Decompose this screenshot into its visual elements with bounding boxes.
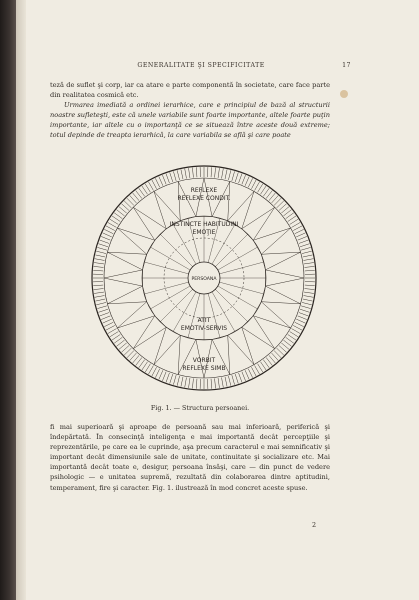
hatch-tick [104, 322, 113, 326]
diagram-label: REFLEXE [190, 187, 218, 194]
hatch-tick [299, 240, 308, 243]
hatch-tick [166, 373, 169, 382]
hatch-tick [95, 296, 105, 298]
hatch-tick [152, 367, 157, 376]
hatch-tick [251, 367, 256, 376]
inner-ray [160, 234, 193, 267]
hatch-tick [304, 289, 314, 290]
hatch-tick [303, 299, 313, 301]
star-ray [107, 286, 146, 304]
hatch-tick [98, 309, 108, 312]
hatch-tick [228, 170, 230, 180]
diagram-label: REFLEXE SIMB [182, 365, 226, 372]
hatch-tick [100, 240, 109, 243]
inner-ray [219, 262, 263, 274]
hatch-tick [290, 219, 298, 224]
hatch-tick [242, 175, 246, 184]
diagram-center-label: PERSOANA [191, 277, 217, 282]
hatch-tick [192, 378, 193, 388]
hatch-tick [181, 377, 183, 387]
hatch-tick [96, 251, 106, 253]
diagram-label: EMOŢIE [192, 229, 216, 236]
diagram-label: REFLEXE CONDIT. [177, 195, 231, 202]
hatch-tick [235, 172, 238, 182]
hatch-tick [181, 169, 183, 179]
star-ray [261, 286, 300, 304]
hatch-tick [225, 169, 227, 179]
hatch-tick [302, 251, 312, 253]
hatch-tick [304, 263, 314, 264]
hatch-tick [305, 270, 315, 271]
hatch-tick [239, 373, 242, 382]
hatch-tick [142, 362, 148, 370]
hatch-tick [251, 180, 256, 189]
hatch-tick [117, 210, 125, 216]
hatch-tick [235, 374, 238, 384]
signature-mark: 2 [312, 521, 317, 529]
paragraph: Urmarea imediată a ordinei ierarhice, care e principiul de bază al structurii noastre sufleteşti, este că unele variabile sunt foarte importante, altele foarte puţin importante, iar altele cu o importanţă ce se situează între aceste două extreme; totul depinde de treapta ierarhică, la care variabila se află şi care poate [50, 101, 330, 140]
hatch-tick [139, 360, 145, 368]
diagram-label: VORBIT [192, 357, 216, 364]
hatch-tick [177, 170, 179, 180]
hatch-tick [104, 229, 113, 233]
hatch-tick [93, 285, 103, 286]
hatch-tick [94, 266, 104, 267]
inner-ray [218, 247, 258, 270]
hatch-tick [298, 316, 307, 320]
hatch-tick [196, 379, 197, 389]
hatch-tick [211, 167, 212, 177]
hatch-tick [185, 377, 187, 387]
hatch-tick [112, 334, 120, 340]
hatch-tick [260, 362, 266, 370]
hatch-tick [103, 233, 112, 237]
hatch-tick [98, 244, 108, 247]
hatch-tick [96, 302, 106, 304]
hatch-tick [155, 369, 159, 378]
hatch-tick [232, 375, 235, 385]
hatch-tick [166, 174, 169, 183]
hatch-tick [303, 296, 313, 298]
hatch-tick [260, 186, 266, 194]
hatch-tick [117, 340, 125, 346]
hatch-tick [239, 174, 242, 183]
inner-ray [160, 289, 193, 322]
hatch-tick [110, 219, 118, 224]
hatch-tick [288, 334, 296, 340]
hatch-tick [94, 292, 104, 293]
hatch-tick [149, 365, 154, 374]
inner-ray [144, 282, 188, 294]
hatch-tick [139, 188, 145, 196]
hatch-tick [304, 292, 314, 293]
hatch-tick [114, 337, 122, 343]
hatch-tick [302, 302, 312, 304]
figure-caption: Fig. 1. — Structura persoanei. [150, 404, 250, 412]
hatch-tick [97, 247, 107, 250]
hatch-tick [95, 255, 105, 257]
hatch-tick [100, 313, 109, 316]
hatch-tick [245, 177, 249, 186]
inner-ray [215, 234, 248, 267]
hatch-tick [288, 216, 296, 222]
book-spine [0, 0, 16, 600]
hatch-tick [266, 191, 272, 199]
hatch-tick [258, 364, 263, 372]
hatch-tick [145, 364, 150, 372]
paper-stain [340, 90, 348, 98]
inner-ray [215, 289, 248, 322]
personality-structure-diagram [88, 162, 320, 394]
hatch-tick [189, 168, 190, 178]
hatch-tick [159, 177, 163, 186]
hatch-tick [228, 376, 230, 386]
hatch-tick [185, 169, 187, 179]
hatch-tick [296, 233, 305, 237]
text-block-top [50, 80, 330, 141]
hatch-tick [101, 236, 110, 240]
hatch-tick [192, 168, 193, 178]
hatch-tick [225, 377, 227, 387]
hatch-tick [136, 358, 142, 366]
hatch-tick [248, 369, 252, 378]
hatch-tick [291, 223, 300, 228]
hatch-tick [101, 316, 110, 320]
hatch-tick [103, 319, 112, 323]
hatch-tick [173, 171, 176, 181]
inner-ray [144, 262, 188, 274]
running-header [60, 62, 351, 69]
diagram-label: EMOTIV-SERVIS [180, 325, 228, 332]
hatch-tick [136, 191, 142, 199]
hatch-tick [211, 379, 212, 389]
hatch-tick [300, 309, 310, 312]
hatch-tick [95, 299, 105, 301]
hatch-tick [162, 175, 166, 184]
paragraph: teză de suflet şi corp, iar ca atare e parte componentă în societate, care face parte din realitatea cosmică etc. [50, 81, 330, 100]
hatch-tick [304, 266, 314, 267]
hatch-tick [94, 289, 104, 290]
hatch-tick [286, 213, 294, 219]
hatch-tick [215, 378, 216, 388]
hatch-tick [218, 168, 219, 178]
hatch-tick [93, 270, 103, 271]
hatch-tick [170, 172, 173, 182]
star-ray [265, 270, 304, 286]
diagram-label: ATIT [197, 317, 211, 324]
hatch-tick [196, 167, 197, 177]
hatch-tick [159, 370, 163, 379]
paragraph: fi mai superioară şi aproape de persoană sau mai inferioară, periferică şi îndepărtată. În consecinţă inteligenţa e mai importantă decât percepţiile şi reprezentările, pe care ea le cuprinde, aşa precum caracterul e mai semnificativ şi important decât dimensiunile sale de unitate, continuitate şi socializare etc. Mai importantă decât toate e, desigur, persoana însăşi, care — din punct de vedere psihologic — e unitatea supremă, rezultată din colaborarea dintre aptitudini, temperament, fire şi caracter. Fig. 1. ilustrează în mod concret aceste spuse. [50, 423, 330, 492]
inner-ray [219, 282, 263, 294]
inner-ray [150, 286, 190, 309]
hatch-tick [108, 223, 117, 228]
star-ray [261, 252, 300, 270]
hatch-tick [284, 340, 292, 346]
hatch-tick [97, 306, 107, 309]
hatch-tick [106, 325, 115, 330]
hatch-tick [155, 178, 159, 187]
hatch-tick [295, 322, 304, 326]
hatch-tick [293, 325, 302, 330]
hatch-tick [255, 182, 260, 191]
hatch-tick [232, 171, 235, 181]
hatch-tick [173, 375, 176, 385]
hatch-tick [142, 186, 148, 194]
hatch-tick [255, 365, 260, 374]
star-ray [107, 252, 146, 270]
hatch-tick [298, 236, 307, 240]
star-ray [104, 270, 143, 286]
running-title: GENERALITATE ŞI SPECIFICITATE [137, 62, 265, 69]
hatch-tick [218, 378, 219, 388]
hatch-tick [293, 226, 302, 231]
hatch-tick [258, 184, 263, 192]
hatch-tick [303, 255, 313, 257]
hatch-tick [286, 337, 294, 343]
hatch-tick [290, 332, 298, 337]
hatch-tick [149, 182, 154, 191]
hatch-tick [145, 184, 150, 192]
page-edge [16, 0, 26, 600]
hatch-tick [263, 188, 269, 196]
hatch-tick [303, 259, 313, 261]
hatch-tick [114, 213, 122, 219]
hatch-tick [189, 378, 190, 388]
hatch-tick [291, 329, 300, 334]
hatch-tick [94, 263, 104, 264]
hatch-tick [242, 372, 246, 381]
hatch-tick [296, 319, 305, 323]
hatch-tick [299, 313, 308, 316]
hatch-tick [215, 168, 216, 178]
hatch-tick [263, 360, 269, 368]
hatch-tick [284, 210, 292, 216]
hatch-tick [112, 216, 120, 222]
hatch-tick [301, 306, 311, 309]
hatch-tick [222, 377, 224, 387]
hatch-tick [162, 372, 166, 381]
inner-ray [150, 247, 190, 270]
hatch-tick [95, 259, 105, 261]
hatch-tick [245, 370, 249, 379]
hatch-tick [110, 332, 118, 337]
hatch-tick [108, 329, 117, 334]
hatch-tick [301, 247, 311, 250]
hatch-tick [106, 226, 115, 231]
text-block-bottom [50, 422, 330, 493]
page-number: 17 [342, 62, 351, 69]
hatch-tick [222, 169, 224, 179]
hatch-tick [300, 244, 310, 247]
inner-ray [218, 286, 258, 309]
hatch-tick [305, 285, 315, 286]
hatch-tick [152, 180, 157, 189]
hatch-tick [295, 229, 304, 233]
hatch-tick [177, 376, 179, 386]
hatch-tick [170, 374, 173, 384]
diagram-label: INSTINCTE HABITUDINI [169, 221, 239, 228]
hatch-tick [248, 178, 252, 187]
hatch-tick [266, 358, 272, 366]
